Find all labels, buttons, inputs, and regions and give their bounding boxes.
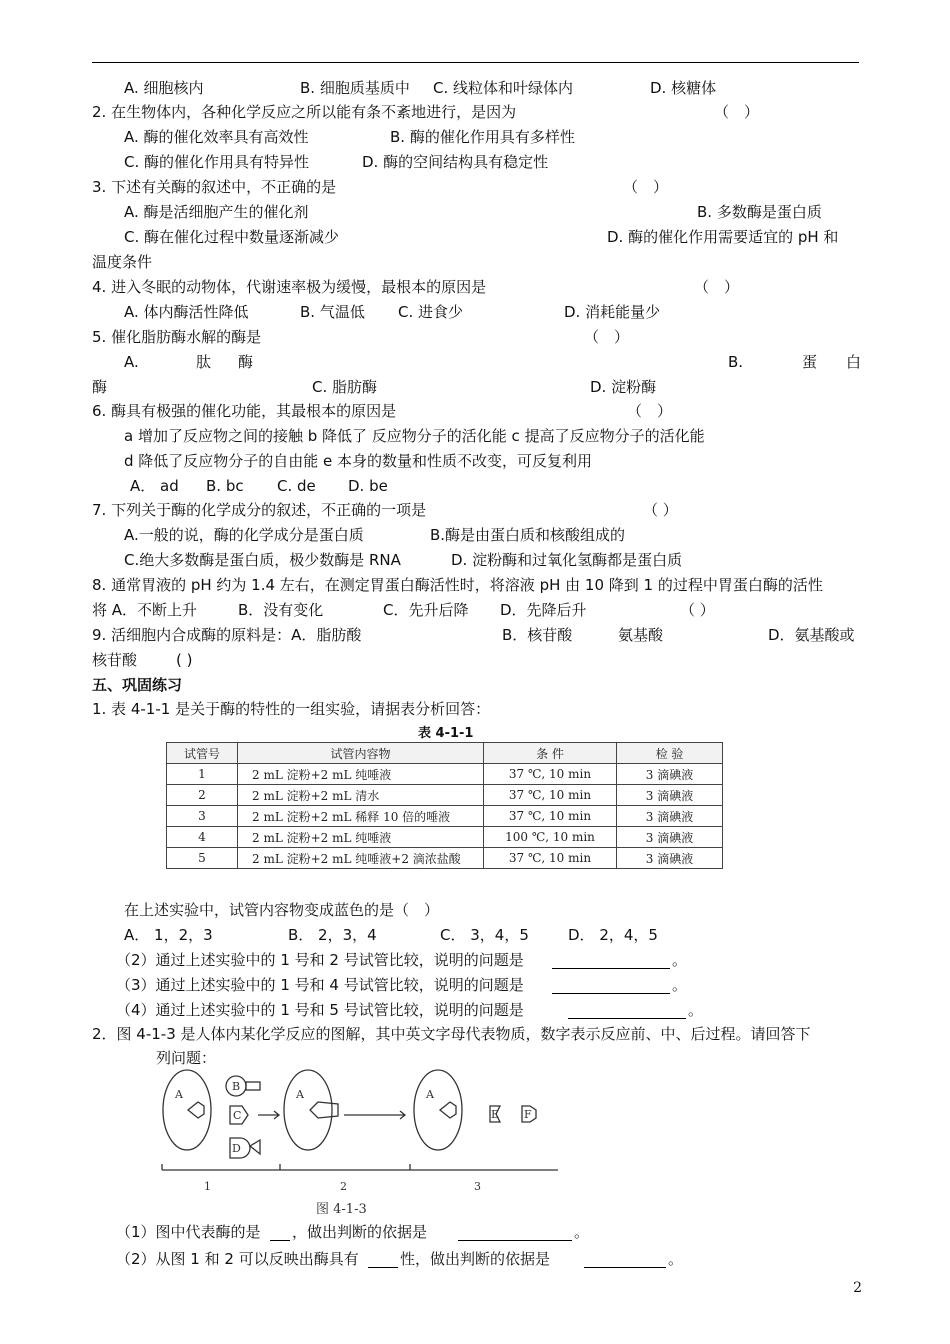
table-header-row [167, 743, 723, 764]
text-line: C. 进食少 [398, 303, 464, 321]
text-line: （4）通过上述实验中的 1 号和 5 号试管比较，说明的问题是 [116, 1001, 524, 1019]
text-line: 酶 [92, 378, 108, 396]
table-cell: 37 ℃, 10 min [484, 806, 617, 827]
answer-blank[interactable] [552, 977, 670, 994]
text-line: C. 酶的催化作用具有特异性 [124, 153, 310, 171]
text-line: D． 2，4，5 [568, 926, 658, 944]
text-line: B. 多数酶是蛋白质 [697, 203, 822, 221]
text-line: D. 淀粉酶和过氧化氢酶都是蛋白质 [451, 551, 683, 569]
table-cell: 1 [167, 764, 238, 785]
answer-blank[interactable] [270, 1224, 290, 1241]
text-line: A． ad [130, 477, 179, 495]
text-line: B. 细胞质基质中 [300, 79, 410, 97]
text-line: 2. 在生物体内，各种化学反应之所以能有条不紊地进行，是因为 [92, 103, 517, 121]
text-line: d 降低了反应物分子的自由能 e 本身的数量和性质不改变，可反复利用 [124, 452, 593, 470]
text-line: 8. 通常胃液的 pH 约为 1.4 左右，在测定胃蛋白酶活性时，将溶液 pH 由 10 降到 1 的过程中胃蛋白酶的活性 [92, 576, 823, 594]
table-cell: 2 [167, 785, 238, 806]
label-a: A [426, 1088, 434, 1101]
enzyme-reaction-figure [160, 1068, 560, 1218]
text-line: B.酶是由蛋白质和核酸组成的 [430, 526, 626, 544]
table-cell: 2 mL 淀粉+2 mL 稀释 10 倍的唾液 [238, 806, 484, 827]
text-line: 氨基酸 [618, 626, 664, 644]
text-line: ，做出判断的依据是 [292, 1223, 428, 1241]
label-b: B [232, 1080, 241, 1093]
text-line: C．先升后降 [383, 601, 469, 619]
table-header: 试管号 [167, 743, 238, 764]
step-label: 1 [204, 1180, 211, 1193]
text-line: B． 2，3，4 [288, 926, 377, 944]
text-line: 6. 酶具有极强的催化功能，其最根本的原因是 [92, 402, 397, 420]
punctuation: 。 [672, 951, 688, 969]
text-line: A. 体内酶活性降低 [124, 303, 249, 321]
table-cell: 3 滴碘液 [617, 806, 723, 827]
punctuation: 。 [672, 976, 688, 994]
punctuation: 。 [688, 1001, 704, 1019]
label-a: A [296, 1088, 304, 1101]
text-line: 五、巩固练习 [92, 676, 183, 694]
enzyme-a-shape [414, 1070, 462, 1150]
text-line: 性，做出判断的依据是 [400, 1250, 551, 1268]
text-line: 肽 [196, 353, 212, 371]
table-header: 试管内容物 [238, 743, 484, 764]
text-line: D. 核糖体 [650, 79, 717, 97]
table-cell: 3 滴碘液 [617, 764, 723, 785]
answer-blank[interactable] [568, 1002, 686, 1019]
step-label: 3 [474, 1180, 481, 1193]
text-line: （ ） [714, 103, 760, 121]
punctuation: 。 [574, 1223, 590, 1241]
text-line: 将 A．不断上升 [92, 601, 198, 619]
text-line: A.一般的说，酶的化学成分是蛋白质 [124, 526, 364, 544]
table-cell: 3 滴碘液 [617, 785, 723, 806]
enzyme-substrate-complex [310, 1102, 338, 1118]
label-c: C [233, 1109, 242, 1122]
text-line: D. 消耗能量少 [564, 303, 661, 321]
table-header: 检 验 [617, 743, 723, 764]
arrow-2 [344, 1111, 405, 1119]
text-line: （1）图中代表酶的是 [116, 1223, 261, 1241]
text-line: C. 脂肪酶 [312, 378, 378, 396]
table-cell: 5 [167, 848, 238, 869]
table-row [167, 764, 723, 785]
text-line: C． 3，4，5 [440, 926, 529, 944]
step-label: 2 [340, 1180, 347, 1193]
table-row [167, 848, 723, 869]
text-line: 4. 进入冬眠的动物体，代谢速率极为缓慢，最根本的原因是 [92, 278, 487, 296]
table-cell: 2 mL 淀粉+2 mL 纯唾液+2 滴浓盐酸 [238, 848, 484, 869]
table-cell: 37 ℃, 10 min [484, 785, 617, 806]
table-cell: 2 mL 淀粉+2 mL 清水 [238, 785, 484, 806]
text-line: C. 酶在催化过程中数量逐渐减少 [124, 228, 340, 246]
label-d: D [232, 1142, 241, 1155]
table-cell: 2 mL 淀粉+2 mL 纯唾液 [238, 827, 484, 848]
text-line: B．没有变化 [238, 601, 324, 619]
text-line: D. 淀粉酶 [590, 378, 657, 396]
text-line: D．氨基酸或 [768, 626, 855, 644]
text-line: 列问题： [156, 1049, 217, 1067]
table-cell: 3 滴碘液 [617, 848, 723, 869]
table-cell: 37 ℃, 10 min [484, 848, 617, 869]
text-line: （2）通过上述实验中的 1 号和 2 号试管比较，说明的问题是 [116, 951, 524, 969]
table-caption: 表 4-1-1 [418, 726, 474, 741]
text-line: 温度条件 [92, 253, 153, 271]
text-line: B. 气温低 [300, 303, 365, 321]
text-line: C. de [277, 477, 316, 495]
active-site-shape [440, 1102, 456, 1118]
figure-caption: 图 4-1-3 [316, 1202, 367, 1217]
text-line: 3. 下述有关酶的叙述中，不正确的是 [92, 178, 337, 196]
text-line: D．先降后升 [500, 601, 587, 619]
text-line: ( ) [176, 651, 193, 669]
text-line: （ ） [680, 601, 715, 619]
text-line: （2）从图 1 和 2 可以反映出酶具有 [116, 1250, 359, 1268]
table-cell: 100 ℃, 10 min [484, 827, 617, 848]
text-line: a 增加了反应物之间的接触 b 降低了 反应物分子的活化能 c 提高了反应物分子的活化能 [124, 427, 705, 445]
punctuation: 。 [668, 1250, 684, 1268]
answer-blank[interactable] [458, 1224, 572, 1241]
experiment-table [166, 742, 723, 869]
text-line: 白 [846, 353, 862, 371]
text-line: A. 细胞核内 [124, 79, 204, 97]
text-line: D. 酶的空间结构具有稳定性 [362, 153, 549, 171]
text-line: C.绝大多数酶是蛋白质，极少数酶是 RNA [124, 551, 401, 569]
enzyme-a-shape [284, 1070, 332, 1150]
label-a: A [175, 1088, 183, 1101]
answer-blank[interactable] [584, 1251, 666, 1268]
text-line: 蛋 [802, 353, 818, 371]
molecule-b-tail [246, 1082, 260, 1090]
table-row [167, 785, 723, 806]
table-cell: 2 mL 淀粉+2 mL 纯唾液 [238, 764, 484, 785]
text-line: （ ） [643, 501, 678, 519]
answer-blank[interactable] [368, 1251, 398, 1268]
answer-blank[interactable] [552, 952, 670, 969]
text-line: A. 酶是活细胞产生的催化剂 [124, 203, 309, 221]
text-line: 核苷酸 [92, 651, 138, 669]
active-site-shape [188, 1102, 204, 1118]
text-line: 5. 催化脂肪酶水解的酶是 [92, 328, 262, 346]
text-line: 2．图 4-1-3 是人体内某化学反应的图解，其中英文字母代表物质，数字表示反应前、中、后过程。请回答下 [92, 1025, 811, 1043]
text-line: B. bc [206, 477, 244, 495]
molecule-d-tail [250, 1140, 260, 1154]
table-row [167, 827, 723, 848]
text-line: 1. 表 4-1-1 是关于酶的特性的一组实验，请据表分析回答： [92, 700, 491, 718]
text-line: D. 酶的催化作用需要适宜的 pH 和 [607, 228, 839, 246]
text-line: 在上述实验中，试管内容物变成蓝色的是（ ） [124, 901, 440, 919]
page-number: 2 [853, 1280, 862, 1296]
table-cell: 3 滴碘液 [617, 827, 723, 848]
table-cell: 4 [167, 827, 238, 848]
text-line: B．核苷酸 [502, 626, 573, 644]
text-line: （3）通过上述实验中的 1 号和 4 号试管比较，说明的问题是 [116, 976, 524, 994]
text-line: （ ） [623, 178, 669, 196]
arrow-1 [258, 1111, 279, 1119]
text-line: 7. 下列关于酶的化学成分的叙述，不正确的一项是 [92, 501, 427, 519]
table-row [167, 806, 723, 827]
table-cell: 37 ℃, 10 min [484, 764, 617, 785]
text-line: 酶 [238, 353, 254, 371]
label-e: E [491, 1108, 500, 1121]
text-line: A. 酶的催化效率具有高效性 [124, 128, 309, 146]
text-line: A． 1，2，3 [124, 926, 213, 944]
text-line: （ ） [584, 328, 630, 346]
text-line: C. 线粒体和叶绿体内 [433, 79, 574, 97]
text-line: 9. 活细胞内合成酶的原料是：A．脂肪酸 [92, 626, 362, 644]
text-line: D. be [348, 477, 388, 495]
text-line: （ ） [694, 278, 740, 296]
text-line: B. [728, 353, 744, 371]
header-rule [92, 62, 859, 63]
text-line: （ ） [627, 402, 673, 420]
text-line: A. [124, 353, 139, 371]
table-header: 条 件 [484, 743, 617, 764]
label-f: F [524, 1108, 532, 1121]
table-cell: 3 [167, 806, 238, 827]
text-line: B. 酶的催化作用具有多样性 [390, 128, 575, 146]
